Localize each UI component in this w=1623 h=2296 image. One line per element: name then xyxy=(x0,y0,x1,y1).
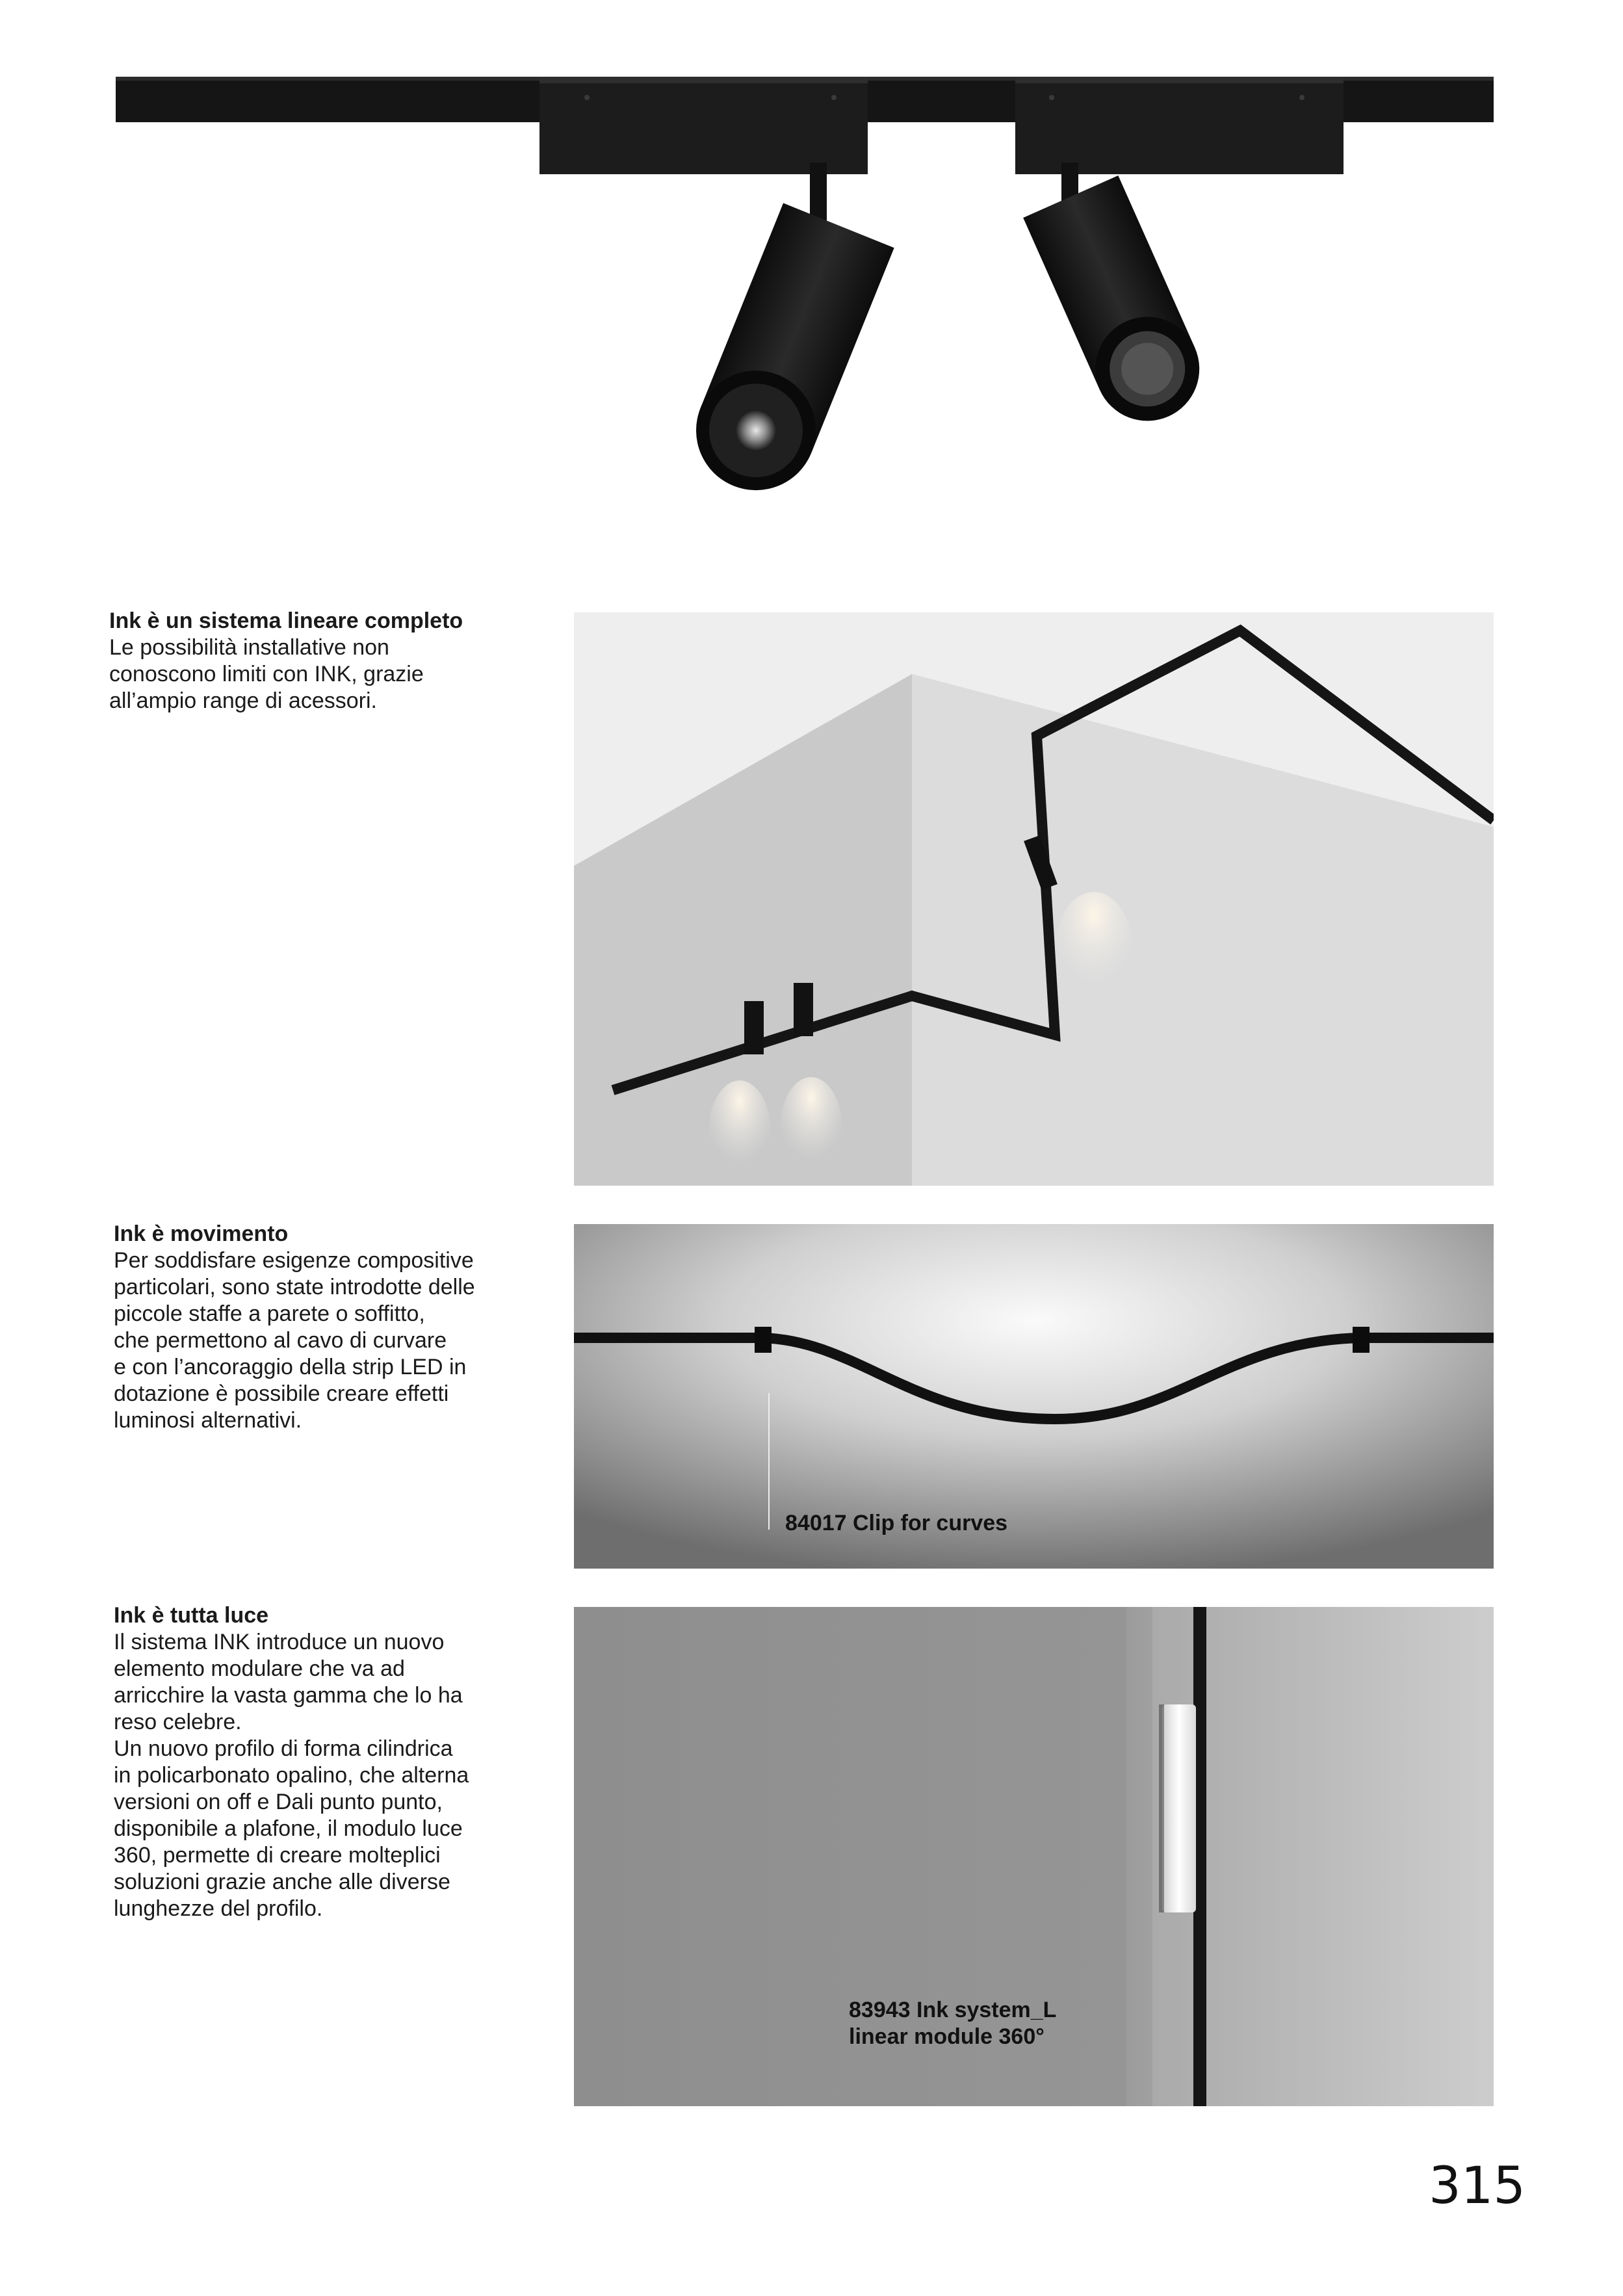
linear-module-caption: 83943 Ink system_L linear module 360° xyxy=(849,1998,1057,2049)
section-2-text xyxy=(114,1221,569,1434)
section-3-text xyxy=(114,1602,569,1922)
section-3-title: Ink è tutta luce xyxy=(114,1603,269,1628)
track-spotlights-illustration xyxy=(116,72,1494,514)
page-number: 315 xyxy=(1429,2157,1526,2215)
curved-cable-illustration xyxy=(574,1224,1494,1569)
section-1-body: Le possibilità installative non conoscono limiti con INK, grazie all’ampio range di acessori. xyxy=(109,635,424,713)
section-1-text xyxy=(109,608,564,714)
linear-module-photo xyxy=(574,1607,1494,2106)
corner-track-photo xyxy=(574,612,1494,1186)
section-3-body: Il sistema INK introduce un nuovo elemento modulare che va ad arricchire la vasta gamma che lo ha reso celebre. Un nuovo profilo di forma cilindrica in policarbonato opalino, che alterna versioni on off e Dali punto punto, disponibile a plafone, il modulo luce 360, permette di creare molteplici soluzioni grazie anche alle diverse lunghezze del profilo. xyxy=(114,1630,469,1921)
section-1-title: Ink è un sistema lineare completo xyxy=(109,608,463,633)
section-2-body: Per soddisfare esigenze compositive particolari, sono state introdotte delle piccole staffe a parete o soffitto, che permettono al cavo di curvare e con l’ancoraggio della strip LED in dotazione è possibile creare effetti luminosi alternativi. xyxy=(114,1248,475,1433)
hero-product-photo xyxy=(116,72,1494,514)
curved-cable-photo xyxy=(574,1224,1494,1569)
corner-track-illustration xyxy=(574,612,1494,1186)
clip-caption: 84017 Clip for curves xyxy=(785,1511,1008,1535)
section-2-title: Ink è movimento xyxy=(114,1221,289,1246)
